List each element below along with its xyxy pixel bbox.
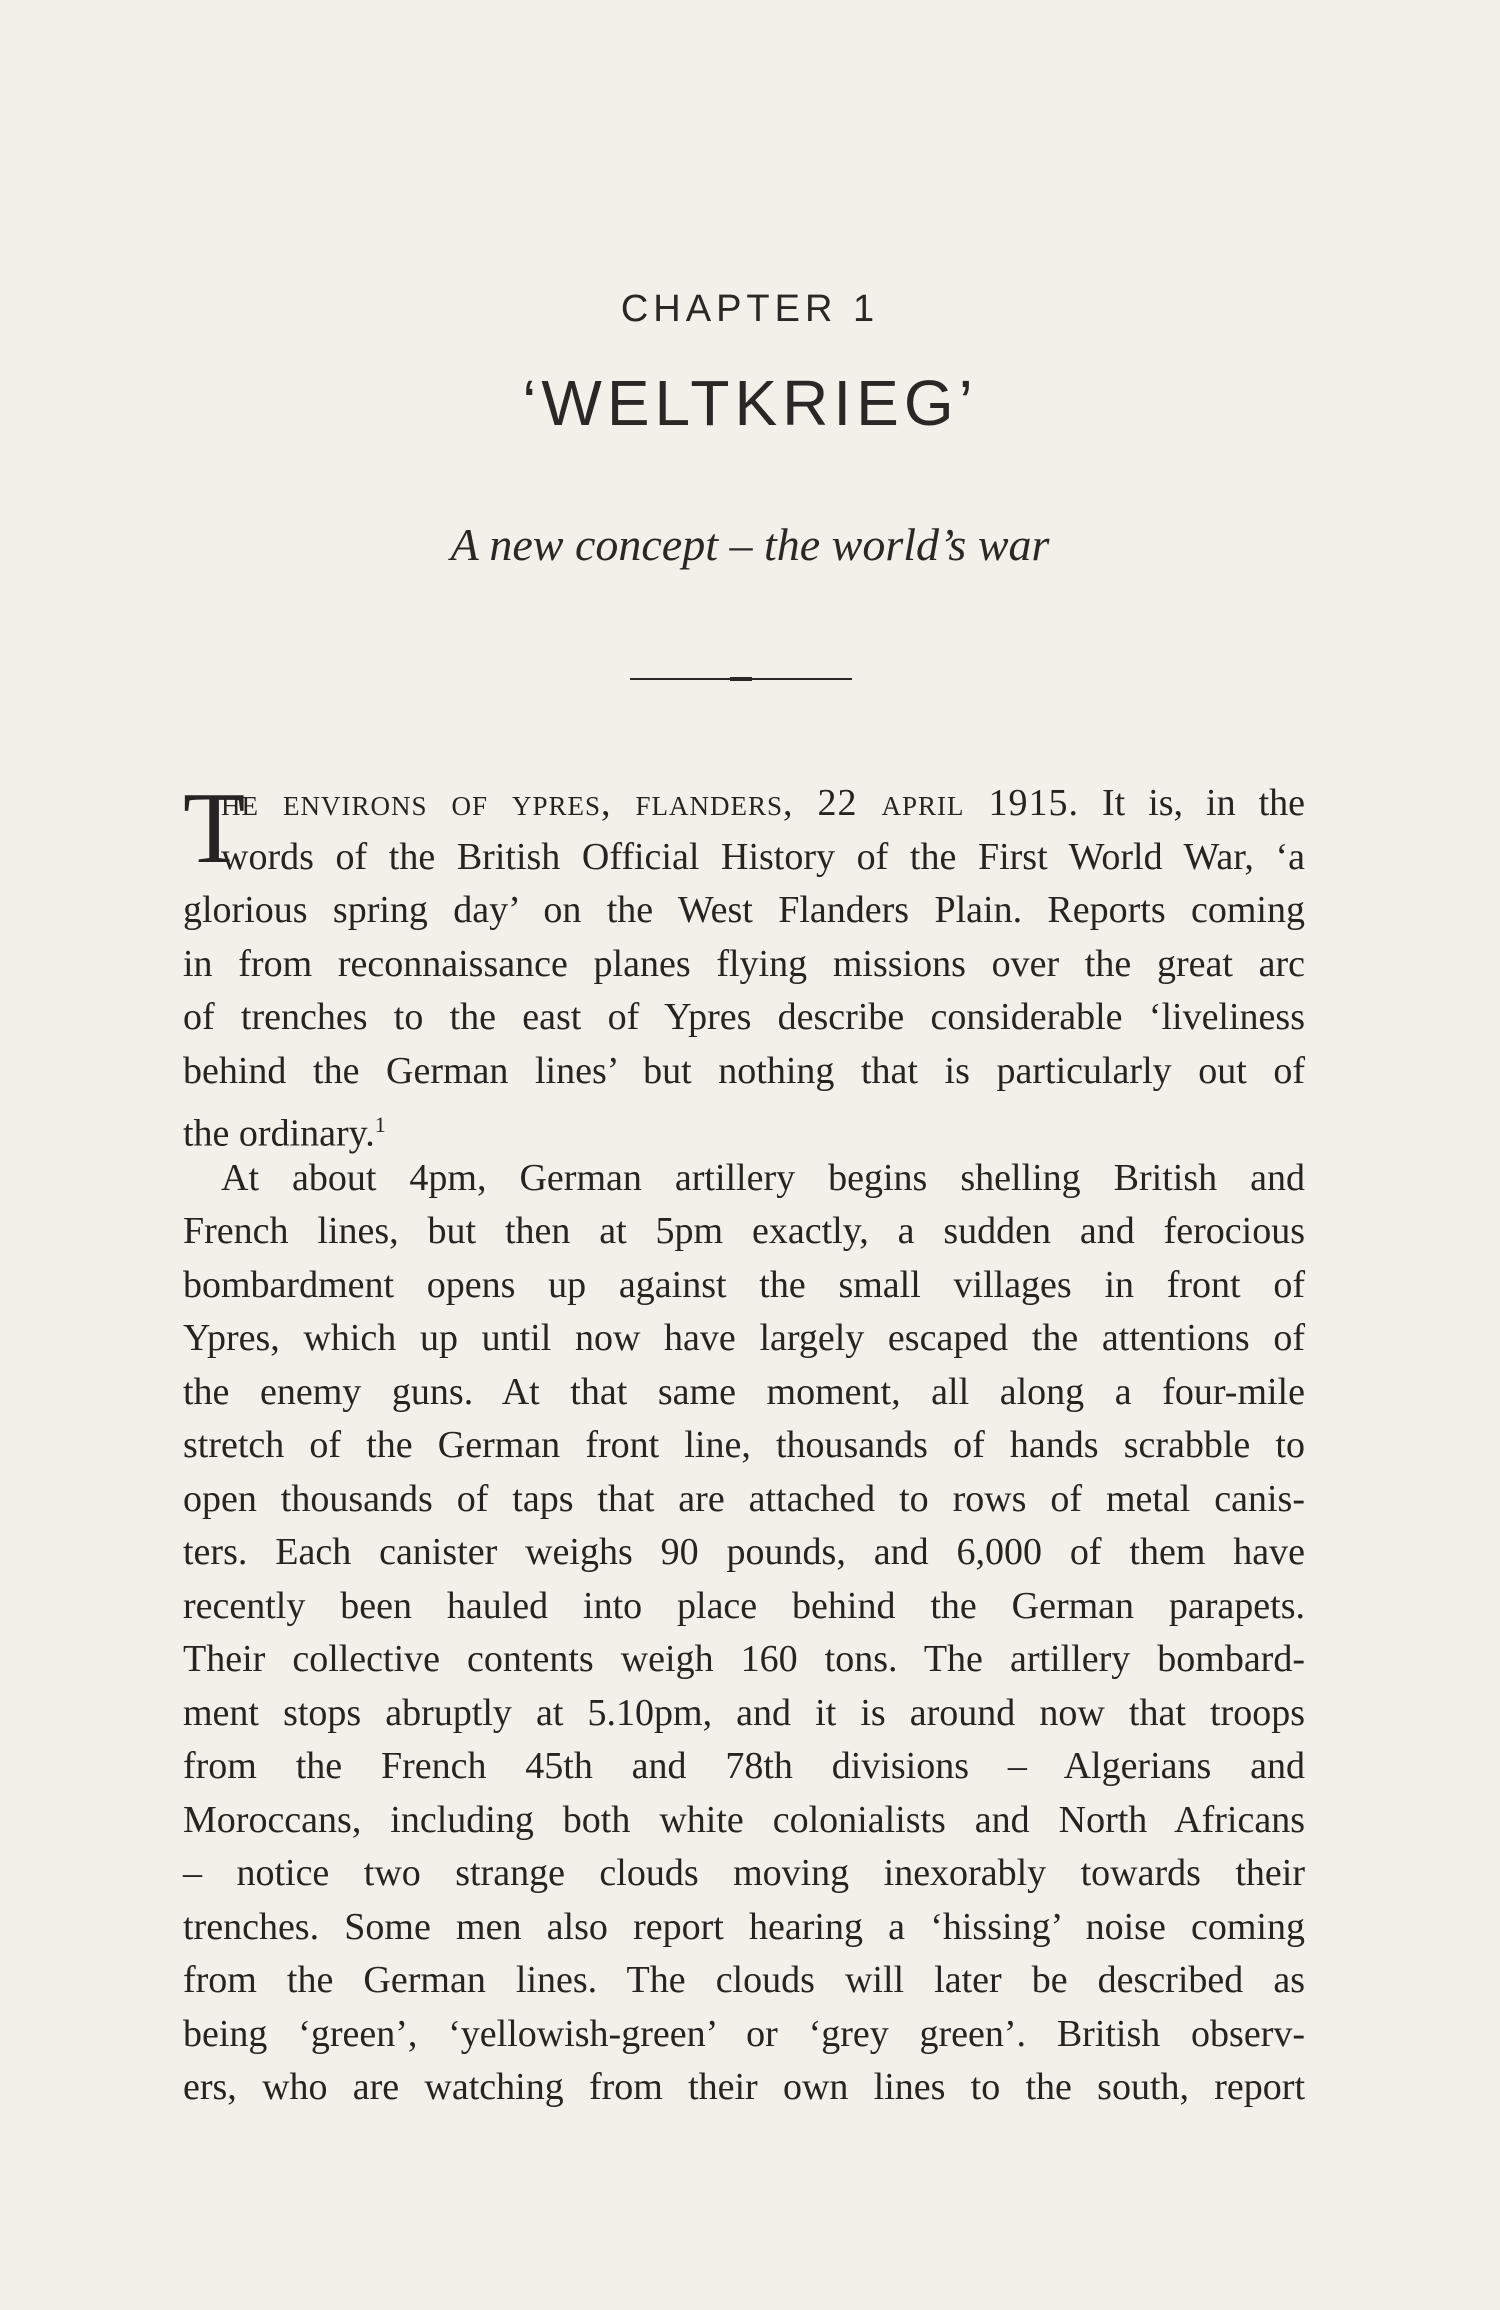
text-line: from the German lines. The clouds will later be described as xyxy=(183,1959,1305,2001)
text-line: behind the German lines’ but nothing that is particularly out of xyxy=(183,1049,1305,1092)
body-text xyxy=(183,772,1305,2115)
text-line: the enemy guns. At that same moment, all along a four-mile xyxy=(183,1370,1305,1413)
text-line: the ordinary.$^1$ xyxy=(183,1112,386,1155)
chapter-label: CHAPTER 1 xyxy=(620,288,880,330)
text-line: bombardment opens up against the small villages in front of xyxy=(183,1263,1305,1306)
paragraph-1 xyxy=(183,772,1305,1155)
text-line: trenches. Some men also report hearing a ‘hissing’ noise coming xyxy=(183,1905,1305,1948)
drop-cap: T xyxy=(183,772,246,885)
text-line: recently been hauled into place behind the German parapets. xyxy=(183,1584,1305,1627)
text-line: stretch of the German front line, thousands of hands scrabble to xyxy=(183,1424,1305,1466)
text-line: Moroccans, including both white colonialists and North Africans xyxy=(183,1798,1305,1841)
text-line: ters. Each canister weighs 90 pounds, and 6,000 of them have xyxy=(183,1531,1305,1573)
text-line: ers, who are watching from their own lines to the south, report xyxy=(183,2066,1305,2108)
text-line: open thousands of taps that are attached to rows of metal canis- xyxy=(183,1477,1305,1520)
text-line: ment stops abruptly at 5.10pm, and it is around now that troops xyxy=(183,1691,1305,1734)
text-line: Their collective contents weigh 160 tons. The artillery bombard- xyxy=(183,1638,1305,1680)
text-line: he environs of ypres, flanders, 22 april 1915. It is, in the xyxy=(221,782,1305,824)
section-ornament xyxy=(630,675,852,683)
paragraph-2 xyxy=(183,1152,1305,2115)
opening-smallcaps: he environs of ypres, flanders, 22 april 1915. xyxy=(221,782,1079,824)
text-line: French lines, but then at 5pm exactly, a sudden and ferocious xyxy=(183,1210,1305,1252)
chapter-title: ‘WELTKRIEG’ xyxy=(522,367,978,439)
text-line: Ypres, which up until now have largely escaped the attentions of xyxy=(183,1317,1305,1359)
text-line: of trenches to the east of Ypres describe considerable ‘liveliness xyxy=(183,996,1305,1038)
text-line: glorious spring day’ on the West Flanders Plain. Reports coming xyxy=(183,889,1305,931)
text-line: – notice two strange clouds moving inexorably towards their xyxy=(183,1852,1305,1894)
footnote-marker[interactable]: 1 xyxy=(374,1112,386,1137)
chapter-subtitle: A new concept – the world’s war xyxy=(450,519,1050,570)
text-line: At about 4pm, German artillery begins shelling British and xyxy=(221,1156,1305,1199)
text-line: being ‘green’, ‘yellowish-green’ or ‘grey green’. British observ- xyxy=(183,2012,1305,2055)
text-line: in from reconnaissance planes flying missions over the great arc xyxy=(183,942,1305,985)
text-line: from the French 45th and 78th divisions – Algerians and xyxy=(183,1745,1305,1787)
text-line: words of the British Official History of the First World War, ‘a xyxy=(221,835,1305,878)
